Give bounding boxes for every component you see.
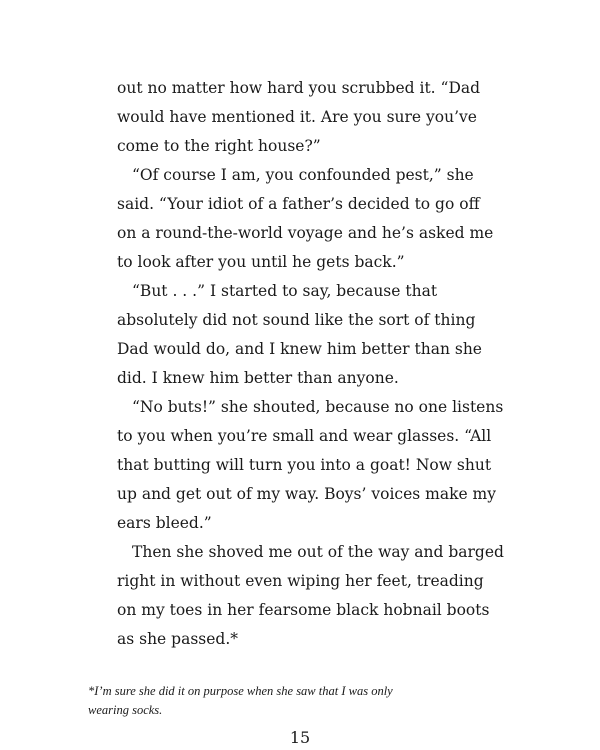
body-text bbox=[117, 74, 537, 654]
footnote-line: *I’m sure she did it on purpose when she saw that I was only bbox=[88, 684, 393, 698]
footnote bbox=[88, 682, 528, 720]
text-line: out no matter how hard you scrubbed it. “Dad bbox=[117, 79, 481, 97]
text-line: that butting will turn you into a goat! Now shut bbox=[117, 456, 492, 474]
text-line: to look after you until he gets back.” bbox=[117, 253, 405, 271]
text-line: ears bleed.” bbox=[117, 514, 212, 532]
page-number: 15 bbox=[289, 728, 311, 747]
text-line: Dad would do, and I knew him better than she bbox=[117, 340, 482, 358]
text-line: right in without even wiping her feet, treading bbox=[117, 572, 484, 590]
text-line: come to the right house?” bbox=[117, 137, 321, 155]
text-line: to you when you’re small and wear glasses. “All bbox=[117, 427, 492, 445]
text-line: up and get out of my way. Boys’ voices make my bbox=[117, 485, 497, 503]
text-line: would have mentioned it. Are you sure you’ve bbox=[117, 108, 477, 126]
text-line: absolutely did not sound like the sort of thing bbox=[117, 311, 476, 329]
text-line: “No buts!” she shouted, because no one listens bbox=[132, 398, 504, 416]
text-line: said. “Your idiot of a father’s decided to go off bbox=[117, 195, 480, 213]
footnote-line: wearing socks. bbox=[88, 703, 163, 717]
text-line: “But . . .” I started to say, because that bbox=[132, 282, 438, 300]
text-line: Then she shoved me out of the way and barged bbox=[132, 543, 504, 561]
text-line: did. I knew him better than anyone. bbox=[117, 369, 399, 387]
text-line: on a round-the-world voyage and he’s asked me bbox=[117, 224, 494, 242]
text-line: as she passed.* bbox=[117, 630, 239, 648]
text-line: on my toes in her fearsome black hobnail boots bbox=[117, 601, 490, 619]
text-line: “Of course I am, you confounded pest,” she bbox=[132, 166, 474, 184]
